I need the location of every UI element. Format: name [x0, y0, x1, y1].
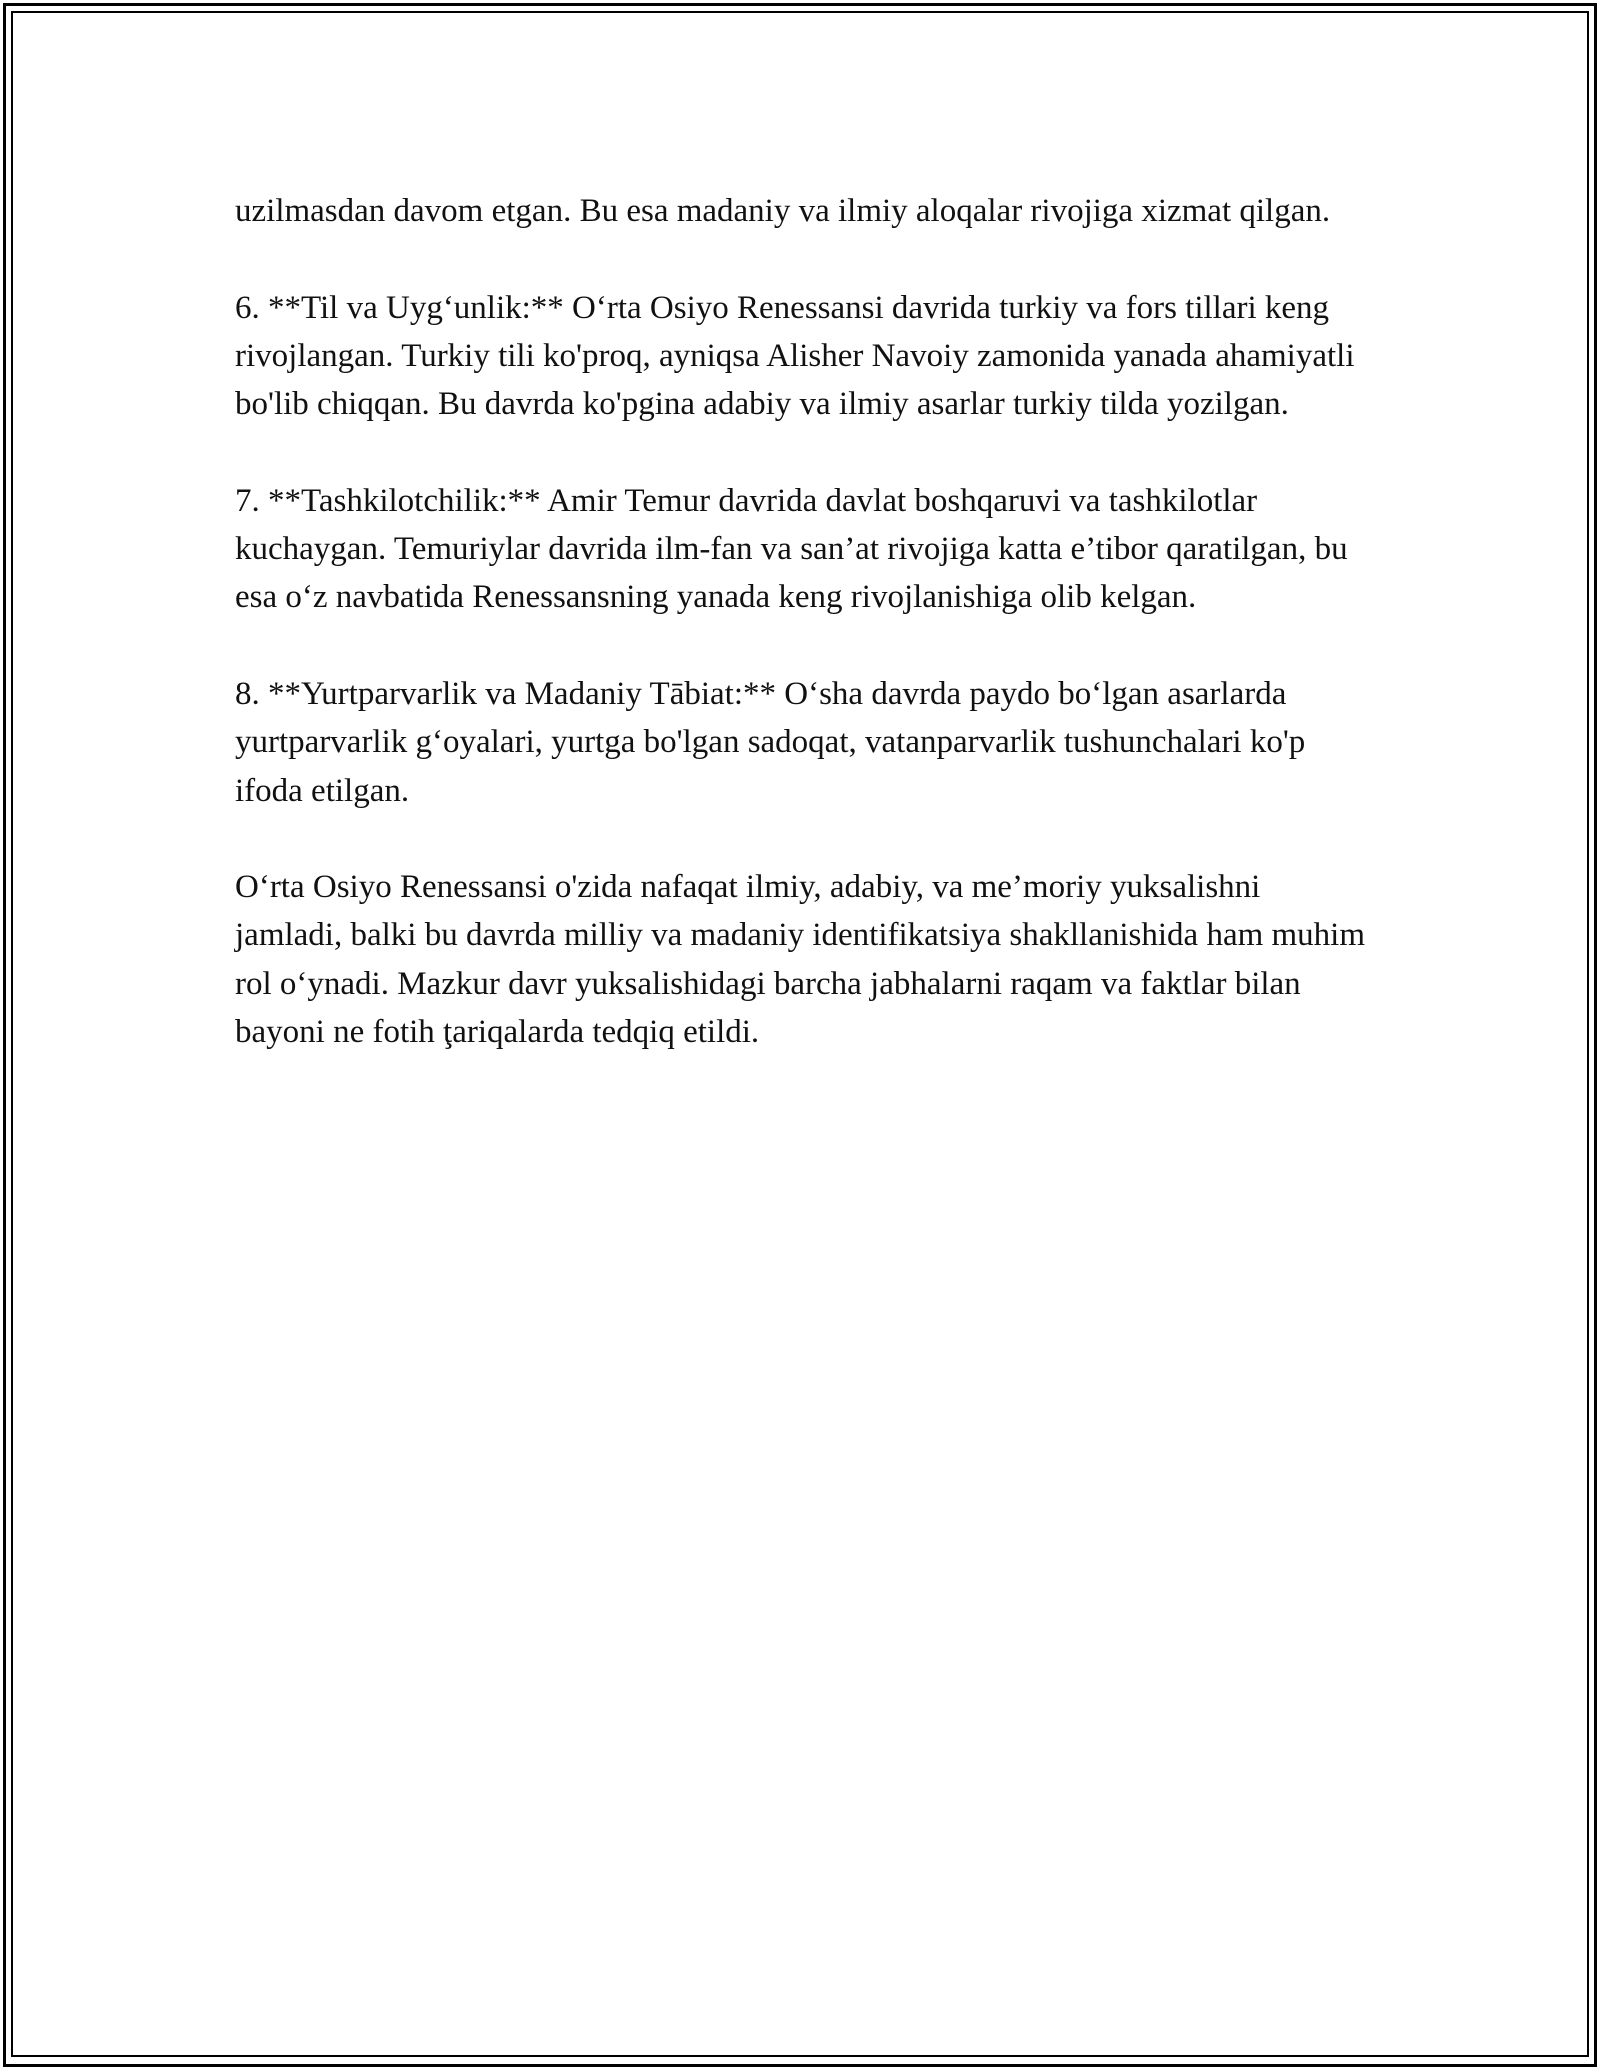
paragraph-conclusion: O‘rta Osiyo Renessansi o'zida nafaqat ilmiy, adabiy, va me’moriy yuksalishni jamladi, balki bu davrda milliy va madaniy identifikatsiya shakllanishida ham muhim rol o‘ynadi. Mazkur davr yuksalishidagi barcha jabhalarni raqam va faktlar bilan bayoni ne fotih ţariqalarda tedqiq etildi. — [235, 869, 1366, 1051]
paragraph-item-6-language: 6. **Til va Uyg‘unlik:** O‘rta Osiyo Renessansi davrida turkiy va fors tillari keng rivojlangan. Turkiy tili ko'proq, ayniqsa Alisher Navoiy zamonida yanada ahamiyatli bo'lib chiqqan. Bu davrda ko'pgina adabiy va ilmiy asarlar turkiy tilda yozilgan. — [235, 289, 1355, 423]
paragraph-item-7-organization: 7. **Tashkilotchilik:** Amir Temur davrida davlat boshqaruvi va tashkilotlar kuchaygan. Temuriylar davrida ilm-fan va san’at rivojiga katta e’tibor qaratilgan, bu esa o‘z navbatida Renessansning yanada keng rivojlanishiga olib kelgan. — [235, 482, 1348, 616]
paragraph-item-8-patriotism: 8. **Yurtparvarlik va Madaniy Tābiat:** O‘sha davrda paydo bo‘lgan asarlarda yurtparvarlik g‘oyalari, yurtga bo'lgan sadoqat, vatanparvarlik tushunchalari ko'p ifoda etilgan. — [235, 675, 1306, 809]
paragraph-continuation: uzilmasdan davom etgan. Bu esa madaniy va ilmiy aloqalar rivojiga xizmat qilgan. — [235, 193, 1331, 229]
document-body — [235, 187, 1365, 1056]
